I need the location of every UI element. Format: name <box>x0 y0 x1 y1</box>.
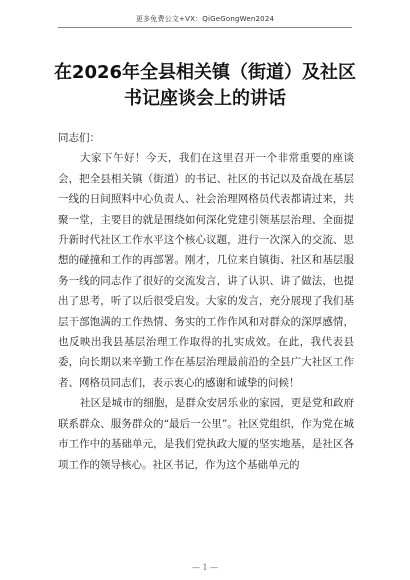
salutation: 同志们： <box>58 132 100 144</box>
page-number: — 1 — <box>191 563 219 572</box>
header-divider <box>58 27 352 28</box>
header-note: 更多免费公文+VX：QiGeGongWen2024 <box>135 15 275 23</box>
document-body <box>58 128 354 475</box>
document-title: 在2026年全县相关镇（街道）及社区书记座谈会上的讲话 <box>53 62 357 109</box>
paragraph-opening: 大家下午好！今天，我们在这里召开一个非常重要的座谈会，把全县相关镇（街道）的书记、社区的书记以及奋战在基层一线的日间照料中心负责人、社会治理网格员代表都请过来，共聚一堂，主要目的就是围绕如何深化党建引领基层治理、全面提升新时代社区工作水平这个核心议题，进行一次深入的交流、思想的碰撞和工作的再部署。刚才，几位来自镇街、社区和基层服务一线的同志作了很好的交流发言，讲了认识、讲了做法，也提出了思考，听了以后很受启发。大家的发言，充分展现了我们基层干部饱满的工作热情、务实的工作作风和对群众的深厚感情，也反映出我县基层治理工作取得的扎实成效。在此，我代表县委，向长期以来辛勤工作在基层治理最前沿的全县广大社区工作者、网格员同志们，表示衷心的感谢和诚挚的问候！ <box>58 152 354 389</box>
paragraph-community: 社区是城市的细胞，是群众安居乐业的家园，更是党和政府联系群众、服务群众的“最后一公里”。社区党组织，作为党在城市工作中的基础单元，是我们党执政大厦的坚实地基，是社区各项工作的领导核心。社区书记，作为这个基础单元的 <box>58 397 354 471</box>
